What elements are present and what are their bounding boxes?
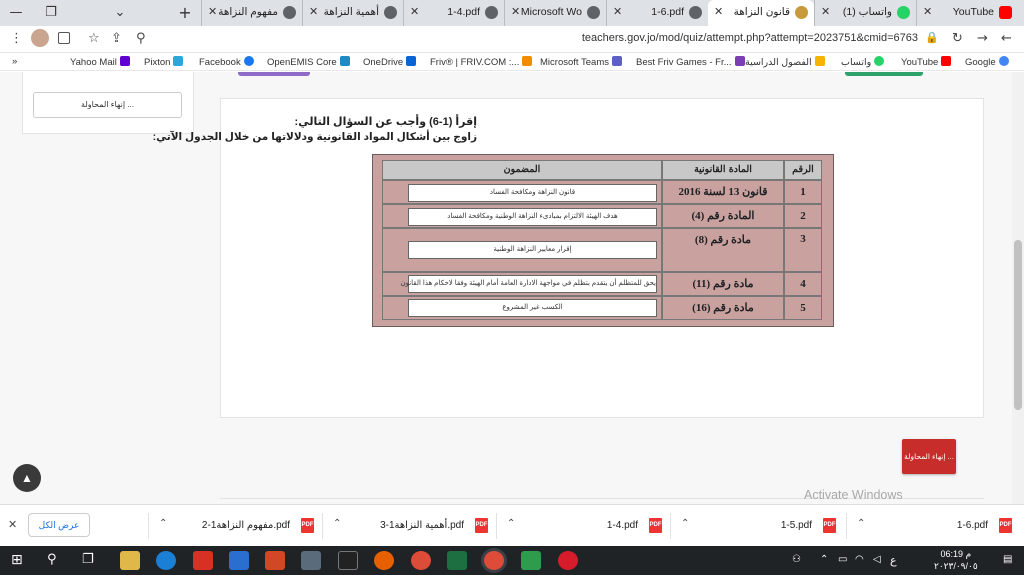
- friv-icon: [522, 56, 532, 66]
- close-tab-icon[interactable]: ✕: [714, 5, 724, 18]
- acrobat-icon[interactable]: [193, 551, 213, 570]
- clock-date: ٢٠٢٣/٠٩/٠٥: [934, 561, 978, 571]
- clock-time: 06:19 م: [940, 549, 972, 559]
- answer-field-5[interactable]: الكسب غير المشروع: [408, 299, 657, 317]
- globe-icon: [384, 6, 397, 19]
- bookmark-label: Facebook: [199, 57, 241, 68]
- language-indicator[interactable]: ع: [890, 554, 897, 567]
- bookmark-google[interactable]: [965, 56, 1009, 68]
- scrollbar-thumb[interactable]: [1014, 240, 1022, 410]
- tab-title: (1) واتساب: [842, 6, 892, 18]
- close-tab-icon[interactable]: ✕: [410, 5, 420, 18]
- bookmark-label: OneDrive: [363, 57, 404, 68]
- finish-attempt-button[interactable]: إنهاء المحاولة ...: [902, 439, 956, 474]
- num-cell: 2: [784, 204, 822, 228]
- scroll-to-top-button[interactable]: ▲: [13, 464, 41, 492]
- close-tab-icon[interactable]: ✕: [208, 5, 218, 18]
- download-filename: 1-4.pdf: [606, 520, 638, 531]
- chrome-active-icon[interactable]: [484, 551, 504, 570]
- law-cell: قانون 13 لسنة 2016: [662, 180, 784, 204]
- bookmarks-overflow-icon[interactable]: »: [12, 56, 18, 67]
- onedrive-icon: [406, 56, 416, 66]
- side-panel-icon[interactable]: [58, 32, 70, 44]
- tab-mafhoom-nazaha[interactable]: [201, 0, 302, 26]
- close-tab-icon[interactable]: ✕: [309, 5, 319, 18]
- bookmark-label: Microsoft Teams: [540, 57, 609, 68]
- bookmark-classrooms[interactable]: [745, 56, 825, 68]
- num-cell: 4: [784, 272, 822, 296]
- avatar[interactable]: [31, 29, 49, 47]
- law-cell: مادة رقم (11): [662, 272, 784, 296]
- windows-start-icon[interactable]: ⊞: [11, 552, 23, 568]
- download-item[interactable]: [496, 513, 668, 539]
- wifi-icon[interactable]: ◠: [855, 554, 864, 565]
- tab-title: YouTube: [952, 6, 994, 18]
- search-icon[interactable]: ⚲: [47, 552, 57, 567]
- tab-youtube[interactable]: [916, 0, 1018, 26]
- close-tab-icon[interactable]: ✕: [511, 5, 521, 18]
- num-cell: 3: [784, 228, 822, 272]
- tab-1-4-pdf[interactable]: [403, 0, 504, 26]
- clock[interactable]: [934, 548, 978, 572]
- bookmark-facebook[interactable]: [199, 56, 254, 68]
- bookmark-yahoo-mail[interactable]: [70, 56, 130, 68]
- chrome-icon[interactable]: [411, 551, 431, 570]
- chevron-up-icon[interactable]: ⌃: [857, 518, 866, 529]
- purple-button-edge[interactable]: [238, 72, 310, 76]
- facebook-icon: [244, 56, 254, 66]
- pdf-icon: PDF: [649, 518, 662, 533]
- tab-qanoon-nazaha[interactable]: [708, 0, 814, 26]
- tab-whatsapp[interactable]: [814, 0, 916, 26]
- bookmark-friv[interactable]: [430, 56, 532, 68]
- table-row: [382, 228, 662, 272]
- url-field[interactable]: teachers.gov.jo/mod/quiz/attempt.php?attempt=2023751&cmid=6763: [581, 32, 918, 44]
- opera-icon[interactable]: [558, 551, 578, 570]
- task-view-icon[interactable]: ❐: [82, 552, 94, 567]
- excel-icon[interactable]: [447, 551, 467, 570]
- bookmark-label: Pixton: [144, 57, 171, 68]
- yahoo-icon: [120, 56, 130, 66]
- pdf-icon: PDF: [823, 518, 836, 533]
- openemis-icon: [340, 56, 350, 66]
- pdf-icon: PDF: [999, 518, 1012, 533]
- tab-microsoft-word[interactable]: [504, 0, 606, 26]
- forward-icon[interactable]: →: [977, 31, 988, 46]
- globe-icon: [587, 6, 600, 19]
- pdf-icon: PDF: [301, 518, 314, 533]
- header-content: المضمون: [382, 160, 662, 180]
- restore-icon[interactable]: ❐: [45, 5, 57, 20]
- activate-windows-title: Activate Windows: [804, 488, 903, 502]
- tab-title: Microsoft Wo: [520, 6, 582, 18]
- page-scrollbar[interactable]: [1012, 72, 1024, 504]
- law-cell: مادة رقم (8): [662, 228, 784, 272]
- battery-icon[interactable]: ▭: [838, 554, 848, 565]
- bookmark-label: OpenEMIS Core: [267, 57, 337, 68]
- close-tab-icon[interactable]: ✕: [923, 5, 933, 18]
- firefox-icon[interactable]: [374, 551, 394, 570]
- bookmark-label: الفصول الدراسية: [745, 57, 812, 68]
- whatsapp-icon: [897, 6, 910, 19]
- notifications-icon[interactable]: ▤: [1003, 554, 1013, 565]
- google-icon: [999, 56, 1009, 66]
- new-tab-button[interactable]: +: [178, 3, 192, 22]
- download-filename: 1-6.pdf: [956, 520, 988, 531]
- num-cell: 1: [784, 180, 822, 204]
- youtube-icon: [999, 6, 1012, 19]
- chevron-up-icon[interactable]: ⌃: [159, 518, 168, 529]
- bookmark-label: Best Friv Games - Fr...: [636, 57, 732, 68]
- chevron-up-icon[interactable]: ⌃: [820, 554, 829, 565]
- powerpoint-icon[interactable]: [265, 551, 285, 570]
- tab-title: قانون النزاهة: [733, 6, 790, 18]
- close-tab-icon[interactable]: ✕: [821, 5, 831, 18]
- classroom-icon: [815, 56, 825, 66]
- answer-field-3[interactable]: إقرار معايير النزاهة الوطنية: [408, 241, 657, 259]
- globe-icon: [689, 6, 702, 19]
- youtube-icon: [941, 56, 951, 66]
- chevron-up-icon[interactable]: ⌃: [333, 518, 342, 529]
- bookmark-teams[interactable]: [540, 56, 622, 68]
- store-icon[interactable]: [301, 551, 321, 570]
- shield-icon[interactable]: [521, 551, 541, 570]
- app-icon[interactable]: [338, 551, 358, 570]
- site-logo-icon: [795, 6, 808, 19]
- download-item[interactable]: [670, 513, 842, 539]
- pixton-icon: [173, 56, 183, 66]
- bookmark-openemis[interactable]: [267, 56, 350, 68]
- quiz-navigation-block: [22, 72, 194, 134]
- download-item[interactable]: [322, 513, 494, 539]
- tab-title: 1-4.pdf: [447, 6, 480, 18]
- question-card: [152, 98, 984, 418]
- menu-dots-icon[interactable]: ⋮: [10, 31, 23, 46]
- answer-field-2[interactable]: هدف الهيئة الالتزام بمبادىء النزاهة الوطنية ومكافحة الفساد: [408, 208, 657, 226]
- close-downloads-icon[interactable]: ✕: [8, 518, 18, 531]
- download-filename: مفهوم النزاهة1-2.pdf: [201, 520, 290, 531]
- table-row: [382, 296, 662, 320]
- download-item[interactable]: [846, 513, 1018, 539]
- reload-icon[interactable]: ↻: [952, 31, 963, 46]
- close-tab-icon[interactable]: ✕: [613, 5, 623, 18]
- bookmark-pixton[interactable]: [144, 56, 183, 68]
- download-item[interactable]: [148, 513, 320, 539]
- table-row: [382, 272, 662, 296]
- share-icon[interactable]: ⇪: [111, 31, 122, 46]
- answer-field-1[interactable]: قانون النزاهة ومكافحة الفساد: [408, 184, 657, 202]
- chevron-up-icon[interactable]: ⌃: [681, 518, 690, 529]
- law-cell: مادة رقم (16): [662, 296, 784, 320]
- globe-icon: [485, 6, 498, 19]
- toolbar: [0, 26, 1024, 53]
- lock-icon[interactable]: 🔒: [925, 31, 939, 44]
- page-content: [0, 72, 1012, 504]
- bookmark-best-friv[interactable]: [636, 56, 745, 68]
- table-row: [382, 180, 662, 204]
- bookmark-label: Google: [965, 57, 996, 68]
- downloads-bar: [0, 504, 1024, 546]
- people-icon[interactable]: ⚇: [792, 554, 801, 565]
- tab-1-6-pdf[interactable]: [606, 0, 708, 26]
- edge-icon[interactable]: [156, 551, 176, 570]
- windows-taskbar: [0, 546, 1024, 575]
- minimize-icon[interactable]: —: [9, 5, 23, 20]
- bookmark-label: واتساب: [841, 57, 872, 68]
- back-icon[interactable]: ←: [1001, 31, 1012, 46]
- tab-title: مفهوم النزاهة: [218, 6, 278, 18]
- teams-icon: [612, 56, 622, 66]
- bookmark-youtube[interactable]: [901, 56, 951, 68]
- show-all-downloads-button[interactable]: عرض الكل: [28, 513, 90, 537]
- tab-ahamiyat-nazaha[interactable]: [302, 0, 403, 26]
- bookmark-label: YouTube: [901, 57, 939, 68]
- star-icon[interactable]: ☆: [88, 31, 100, 46]
- whatsapp-icon: [874, 56, 884, 66]
- question-title: إقرأ (1-6) وأجب عن السؤال التالي:: [294, 116, 477, 128]
- num-cell: 5: [784, 296, 822, 320]
- bookmark-label: Friv® | FRIV.COM :...: [430, 57, 520, 68]
- finish-attempt-link[interactable]: إنهاء المحاولة ...: [33, 92, 182, 118]
- globe-icon: [283, 6, 296, 19]
- table-row: [382, 204, 662, 228]
- tab-title: أهمية النزاهة: [323, 6, 379, 18]
- best-friv-icon: [735, 56, 745, 66]
- bookmark-onedrive[interactable]: [363, 56, 416, 68]
- tab-search-chevron-icon[interactable]: ⌄: [114, 5, 126, 20]
- chevron-up-icon[interactable]: ⌃: [507, 518, 516, 529]
- matching-table: [372, 154, 834, 327]
- bookmark-label: Yahoo Mail: [70, 57, 117, 68]
- header-law: المادة القانونية: [662, 160, 784, 180]
- header-num: الرقم: [784, 160, 822, 180]
- tab-title: 1-6.pdf: [651, 6, 684, 18]
- pdf-icon: PDF: [475, 518, 488, 533]
- search-icon[interactable]: ⚲: [136, 31, 146, 46]
- answer-field-4[interactable]: يحق للمتظلم أن يتقدم بتظلم في مواجهة الادارة العامة أمام الهيئة وفقا لاحكام هذا القانون: [408, 275, 657, 293]
- tab-strip: [0, 0, 1024, 26]
- law-cell: المادة رقم (4): [662, 204, 784, 228]
- mail-icon[interactable]: [229, 551, 249, 570]
- download-filename: 1-5.pdf: [780, 520, 812, 531]
- question-instruction: زاوج بين أشكال المواد القانونية ودلالاتها من خلال الجدول الآتي:: [152, 131, 477, 143]
- bookmark-whatsapp[interactable]: [841, 56, 884, 68]
- bookmarks-bar: [0, 53, 1024, 71]
- volume-icon[interactable]: ◁: [873, 554, 881, 565]
- download-filename: أهمية النزاهة1-3.pdf: [380, 520, 464, 531]
- green-button-edge[interactable]: [845, 72, 923, 76]
- file-explorer-icon[interactable]: [120, 551, 140, 570]
